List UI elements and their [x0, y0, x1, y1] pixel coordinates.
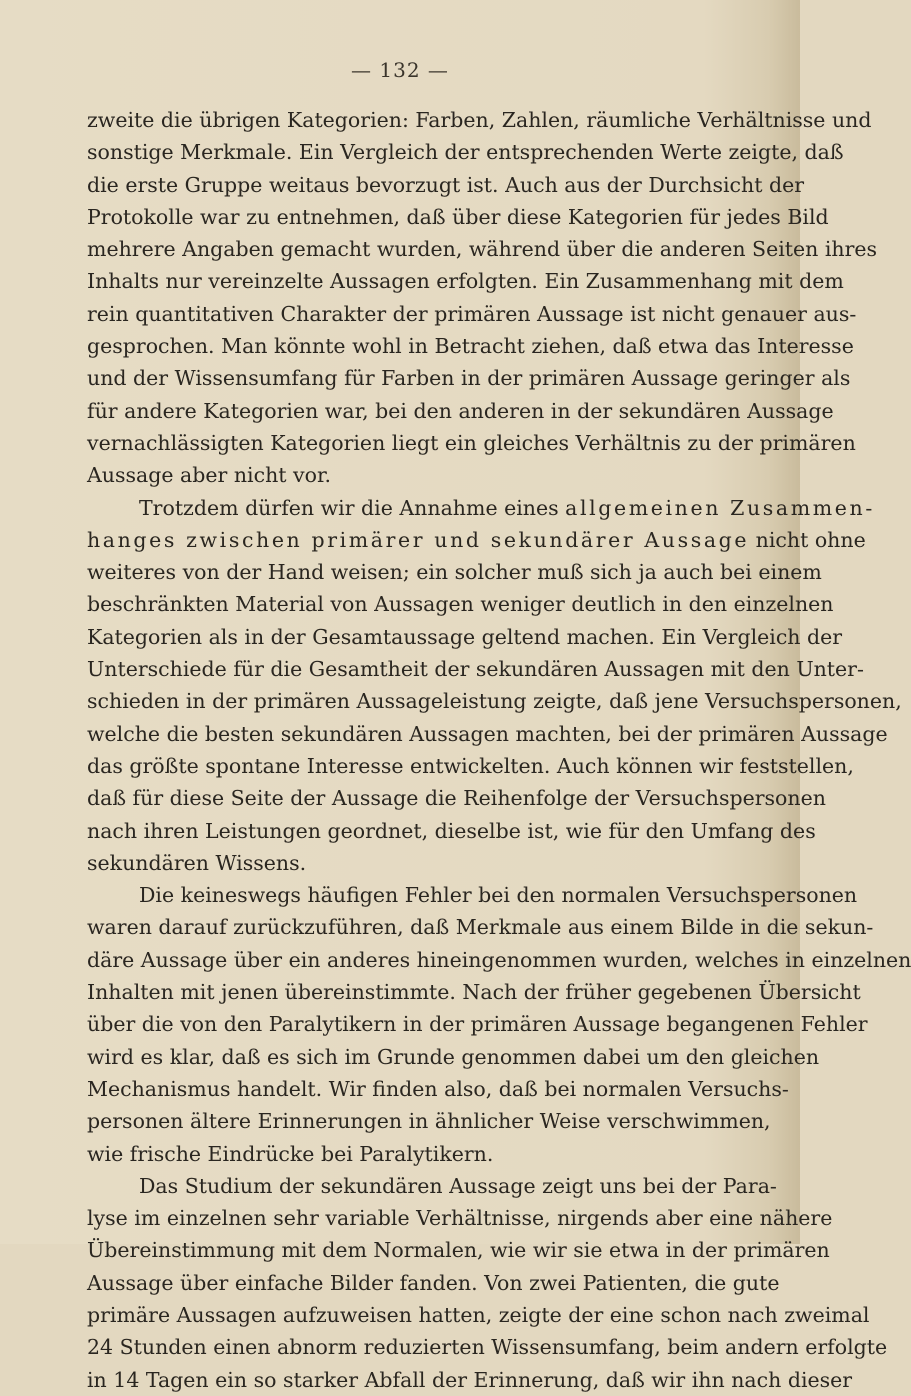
text-line: Trotzdem dürfen wir die Annahme eines allgemeinen Zusammen- — [139, 495, 875, 520]
text-line: personen ältere Erinnerungen in ähnlicher Weise verschwimmen, — [87, 1109, 771, 1134]
text-line: Die keineswegs häufigen Fehler bei den normalen Versuchspersonen — [139, 883, 858, 908]
text-line: daß für diese Seite der Aussage die Reihenfolge der Versuchspersonen — [87, 786, 826, 811]
text-line: schieden in der primären Aussageleistung zeigte, daß jene Versuchspersonen, — [87, 689, 902, 714]
text-line: sonstige Merkmale. Ein Vergleich der entsprechenden Werte zeigte, daß — [87, 140, 844, 165]
text-line: Übereinstimmung mit dem Normalen, wie wir sie etwa in der primären — [87, 1238, 830, 1263]
text-line: zweite die übrigen Kategorien: Farben, Zahlen, räumliche Verhältnisse und — [87, 108, 872, 132]
text-line: waren darauf zurückzuführen, daß Merkmale aus einem Bilde in die sekun- — [87, 915, 874, 940]
text-line: nach ihren Leistungen geordnet, dieselbe ist, wie für den Umfang des — [87, 818, 816, 843]
text-line: über die von den Paralytikern in der primären Aussage begangenen Fehler — [87, 1012, 868, 1037]
text-line: für andere Kategorien war, bei den anderen in der sekundären Aussage — [87, 398, 834, 423]
text-line: Das Studium der sekundären Aussage zeigt uns bei der Para- — [139, 1173, 777, 1198]
text-line: welche die besten sekundären Aussagen machten, bei der primären Aussage — [87, 721, 888, 746]
text-line: das größte spontane Interesse entwickelten. Auch können wir feststellen, — [87, 753, 854, 778]
text-line: beschränkten Material von Aussagen weniger deutlich in den einzelnen — [87, 592, 834, 617]
text-line: wie frische Eindrücke bei Paralytikern. — [87, 1141, 494, 1166]
text-line: vernachlässigten Kategorien liegt ein gleiches Verhältnis zu der primären — [87, 430, 856, 455]
text-line: Protokolle war zu entnehmen, daß über diese Kategorien für jedes Bild — [87, 204, 829, 229]
text-line: mehrere Angaben gemacht wurden, während über die anderen Seiten ihres — [87, 237, 878, 262]
body-text — [87, 104, 911, 1396]
text-line: und der Wissensumfang für Farben in der primären Aussage geringer als — [87, 366, 851, 391]
text-line: weiteres von der Hand weisen; ein solcher muß sich ja auch bei einem — [87, 560, 822, 585]
text-line: rein quantitativen Charakter der primären Aussage ist nicht genauer aus- — [87, 301, 857, 326]
text-line: Mechanismus handelt. Wir finden also, daß bei normalen Versuchs- — [87, 1076, 789, 1101]
page-number: — 132 — — [351, 58, 449, 82]
text-line: Inhalts nur vereinzelte Aussagen erfolgten. Ein Zusammenhang mit dem — [87, 269, 844, 294]
text-line: Inhalten mit jenen übereinstimmte. Nach der früher gegebenen Übersicht — [87, 980, 861, 1005]
text-line: Kategorien als in der Gesamtaussage geltend machen. Ein Vergleich der — [87, 624, 843, 649]
text-line: 24 Stunden einen abnorm reduzierten Wissensumfang, beim andern erfolgte — [87, 1335, 888, 1360]
text-line: lyse im einzelnen sehr variable Verhältnisse, nirgends aber eine nähere — [87, 1206, 833, 1231]
text-line: in 14 Tagen ein so starker Abfall der Erinnerung, daß wir ihn nach dieser — [87, 1367, 853, 1392]
text-line: primäre Aussagen aufzuweisen hatten, zeigte der eine schon nach zweimal — [87, 1302, 870, 1327]
text-line: hanges zwischen primärer und sekundärer Aussage nicht ohne — [87, 527, 866, 552]
text-line: die erste Gruppe weitaus bevorzugt ist. Auch aus der Durchsicht der — [87, 172, 805, 197]
text-line: Aussage aber nicht vor. — [87, 463, 332, 488]
text-line: sekundären Wissens. — [87, 850, 307, 875]
text-line: Unterschiede für die Gesamtheit der sekundären Aussagen mit den Unter- — [87, 657, 864, 682]
text-line: Aussage über einfache Bilder fanden. Von zwei Patienten, die gute — [87, 1270, 780, 1295]
text-line: wird es klar, daß es sich im Grunde genommen dabei um den gleichen — [87, 1044, 820, 1069]
text-line: däre Aussage über ein anderes hineingenommen wurden, welches in einzelnen — [87, 947, 911, 972]
text-line: gesprochen. Man könnte wohl in Betracht ziehen, daß etwa das Interesse — [87, 334, 854, 359]
